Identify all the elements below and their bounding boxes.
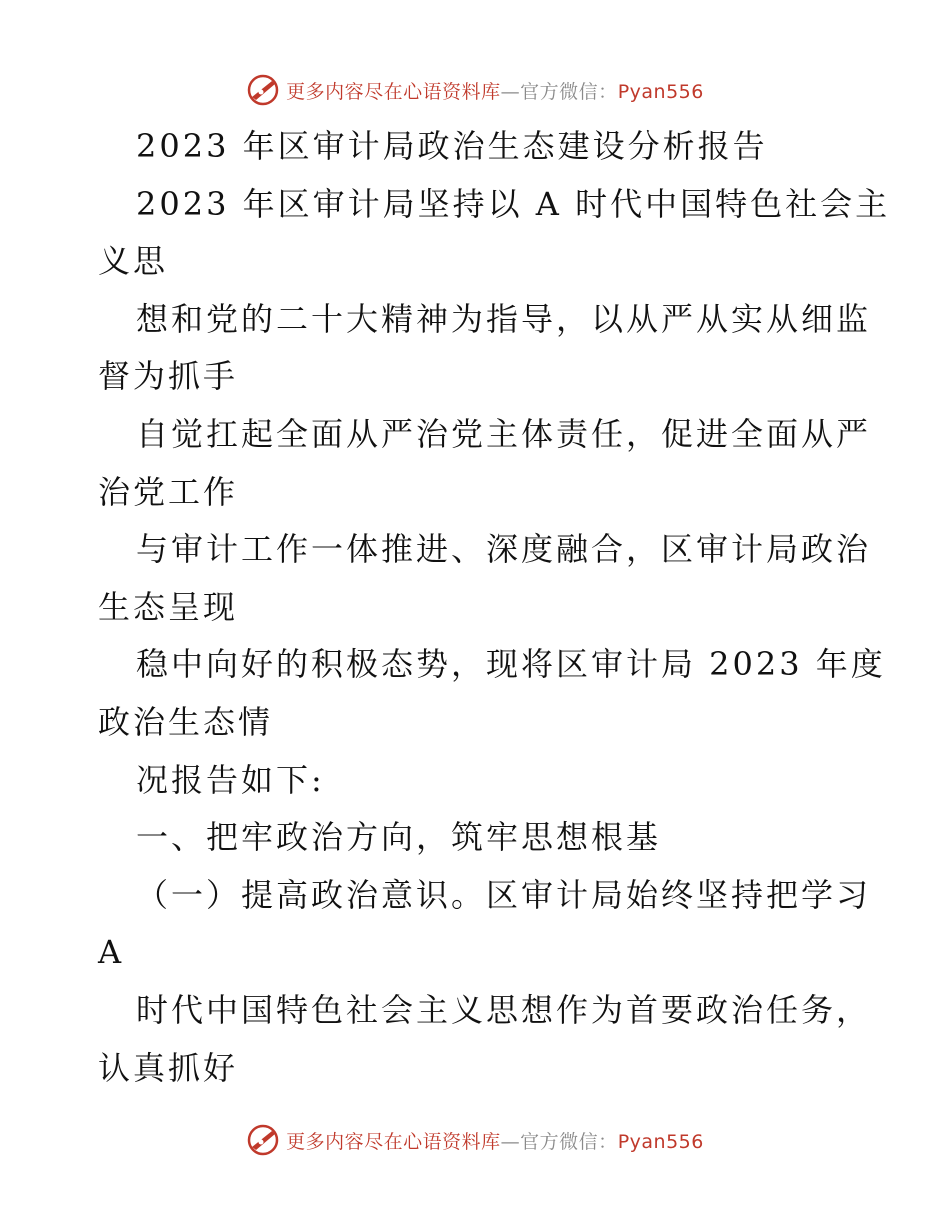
text-line: 与审计工作一体推进、深度融合，区审计局政治 xyxy=(136,530,872,569)
footer-watermark xyxy=(0,1122,950,1158)
text-line: 义思 xyxy=(98,242,169,281)
header-watermark xyxy=(0,72,950,108)
text-line: 况报告如下: xyxy=(136,760,325,799)
text-line: 想和党的二十大精神为指导，以从严从实从细监 xyxy=(136,299,872,338)
pen-logo-icon xyxy=(246,1123,280,1157)
watermark-text: 更多内容尽在心语资料库—官方微信：Pyan556 xyxy=(286,1130,704,1153)
section-heading: 一、把牢政治方向，筑牢思想根基 xyxy=(136,818,662,857)
pen-logo-icon xyxy=(246,73,280,107)
text-line: 稳中向好的积极态势，现将区审计局 2023 年度 xyxy=(136,645,886,684)
text-line: 政治生态情 xyxy=(98,702,274,741)
text-line: 时代中国特色社会主义思想作为首要政治任务， xyxy=(136,990,872,1029)
text-line: A xyxy=(98,933,125,972)
watermark-text: 更多内容尽在心语资料库—官方微信：Pyan556 xyxy=(286,80,704,103)
document-body xyxy=(98,118,891,1097)
text-line: 督为抓手 xyxy=(98,357,239,396)
text-line: 生态呈现 xyxy=(98,587,239,626)
document-title: 2023 年区审计局政治生态建设分析报告 xyxy=(136,127,768,165)
text-line: 2023 年区审计局坚持以 A 时代中国特色社会主 xyxy=(136,184,891,223)
text-line: 认真抓好 xyxy=(98,1048,239,1087)
text-line: 自觉扛起全面从严治党主体责任，促进全面从严 xyxy=(136,414,872,453)
text-line: 治党工作 xyxy=(98,472,239,511)
text-line: （一）提高政治意识。区审计局始终坚持把学习 xyxy=(136,875,872,914)
